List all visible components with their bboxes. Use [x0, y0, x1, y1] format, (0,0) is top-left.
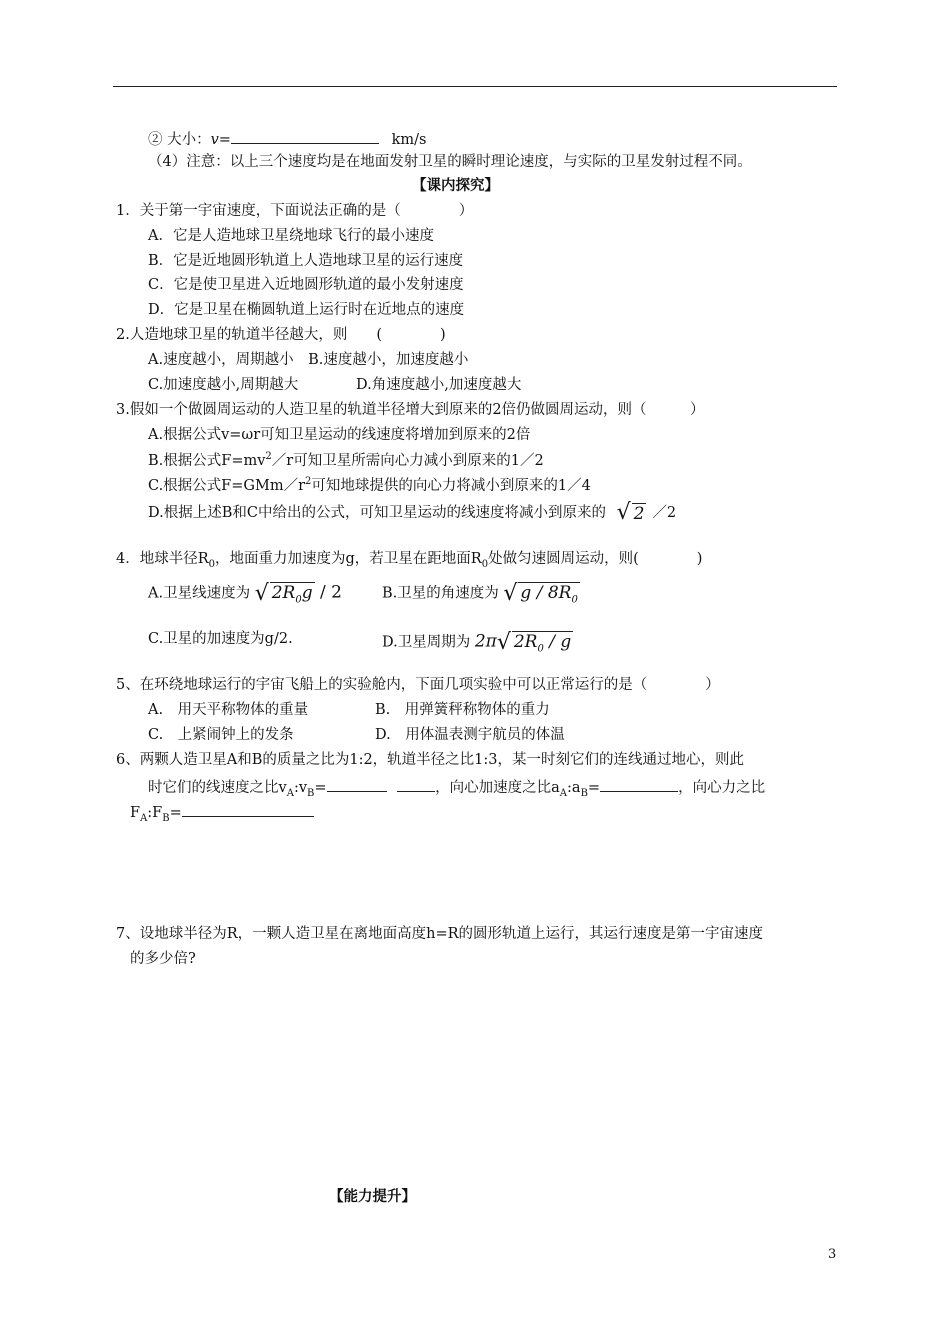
q5-option-a: A. 用天平称物体的重量 [148, 702, 309, 718]
acceleration-ratio-blank [600, 777, 678, 792]
q1-option-a: A．它是人造地球卫星绕地球飞行的最小速度 [148, 228, 434, 244]
unit-label: km/s [391, 132, 427, 148]
sqrt-2-formula: √ 2 [616, 500, 645, 525]
q6-line2: 时它们的线速度之比$v_A:v_B=$ ，向心加速度之比$a_A:a_B=$ ，向心力之比 [148, 777, 765, 800]
q2-option-d: D.角速度越小,加速度越大 [356, 377, 522, 393]
q2-stem: 2.人造地球卫星的轨道半径越大，则 ( ) [116, 327, 446, 343]
q5-stem: 5、在环绕地球运行的宇宙飞船上的实验舱内，下面几项实验中可以正常运行的是（ ） [116, 677, 720, 693]
q4-stem: 4．地球半径$R_0$，地面重力加速度为g，若卫星在距地面$R_0$处做匀速圆周运动，则( ) [116, 551, 703, 570]
q3-option-d: D.根据上述B和C中给出的公式，可知卫星运动的线速度将减小到原来的 √ 2 ／2 [148, 500, 677, 525]
q3-stem: 3.假如一个做圆周运动的人造卫星的轨道半径增大到原来的2倍仍做圆周运动，则（ ） [116, 402, 705, 418]
velocity-ratio-blank-2 [397, 777, 435, 792]
force-ratio-blank [182, 802, 314, 817]
speed-blank [231, 129, 379, 144]
q5-option-c: C. 上紧闹钟上的发条 [148, 727, 294, 743]
two-pi: 2π [474, 631, 497, 652]
q1-option-b: B．它是近地圆形轨道上人造地球卫星的运行速度 [148, 253, 464, 269]
section-ability: 【能力提升】 [329, 1188, 416, 1205]
q5-option-b: B. 用弹簧秤称物体的重力 [375, 702, 550, 718]
q7-line1: 7、设地球半径为R，一颗人造卫星在离地面高度h=R的圆形轨道上运行，其运行速度是第一宇宙速度 [116, 926, 764, 942]
q2-option-ab: A.速度越小，周期越小 B.速度越小，加速度越小 [148, 352, 469, 368]
q3-option-a: A.根据公式v=ωr可知卫星运动的线速度将增加到原来的2倍 [148, 427, 531, 443]
q3-option-b: B.根据公式$F=mv^2/r$可知卫星所需向心力减小到原来的1／2 [148, 451, 544, 469]
q1-stem: 1．关于第一宇宙速度，下面说法正确的是（ ） [116, 203, 474, 219]
q3-option-c: C.根据公式$F=GMm/r^2$可知地球提供的向心力将减小到原来的1／4 [148, 476, 591, 494]
velocity-ratio-blank-1 [327, 777, 387, 792]
formula-sqrt-2r0g: √ $2R_0g$ [254, 581, 313, 607]
q4-option-d: D.卫星周期为 2π √ $2R_0$ / g [382, 630, 572, 656]
header-rule [113, 86, 837, 87]
q4-option-b: B.卫星的角速度为 √ g / $8R_0$ [382, 581, 578, 607]
q6-line1: 6、两颗人造卫星A和B的质量之比为1:2，轨道半径之比1:3，某一时刻它们的连线通过地心，则此 [116, 752, 745, 768]
v-label: v= [210, 132, 231, 148]
q4-option-c: C.卫星的加速度为g/2. [148, 631, 293, 647]
q7-line2: 的多少倍? [130, 951, 196, 967]
formula-sqrt-2r0-g: √ $2R_0$ / g [496, 630, 572, 656]
q2-option-c: C.加速度越小,周期越大 [148, 377, 299, 393]
speed-size-line: ② 大小：v= km/s [148, 129, 426, 149]
q1-option-d: D．它是卫星在椭圆轨道上运行时在近地点的速度 [148, 302, 465, 318]
q5-option-d: D. 用体温表测宇航员的体温 [375, 727, 565, 743]
page-number: 3 [828, 1247, 837, 1262]
q4-option-a: A.卫星线速度为 √ $2R_0g$ / 2 [148, 581, 342, 607]
q6-line3: $F_A:F_B=$ [130, 802, 314, 825]
speed-note: （4）注意：以上三个速度均是在地面发射卫星的瞬时理论速度，与实际的卫星发射过程不同。 [148, 154, 752, 170]
q1-option-c: C．它是使卫星进入近地圆形轨道的最小发射速度 [148, 277, 464, 293]
formula-sqrt-g-8r0: √ g / $8R_0$ [503, 581, 578, 607]
section-in-class: 【课内探究】 [412, 177, 499, 194]
